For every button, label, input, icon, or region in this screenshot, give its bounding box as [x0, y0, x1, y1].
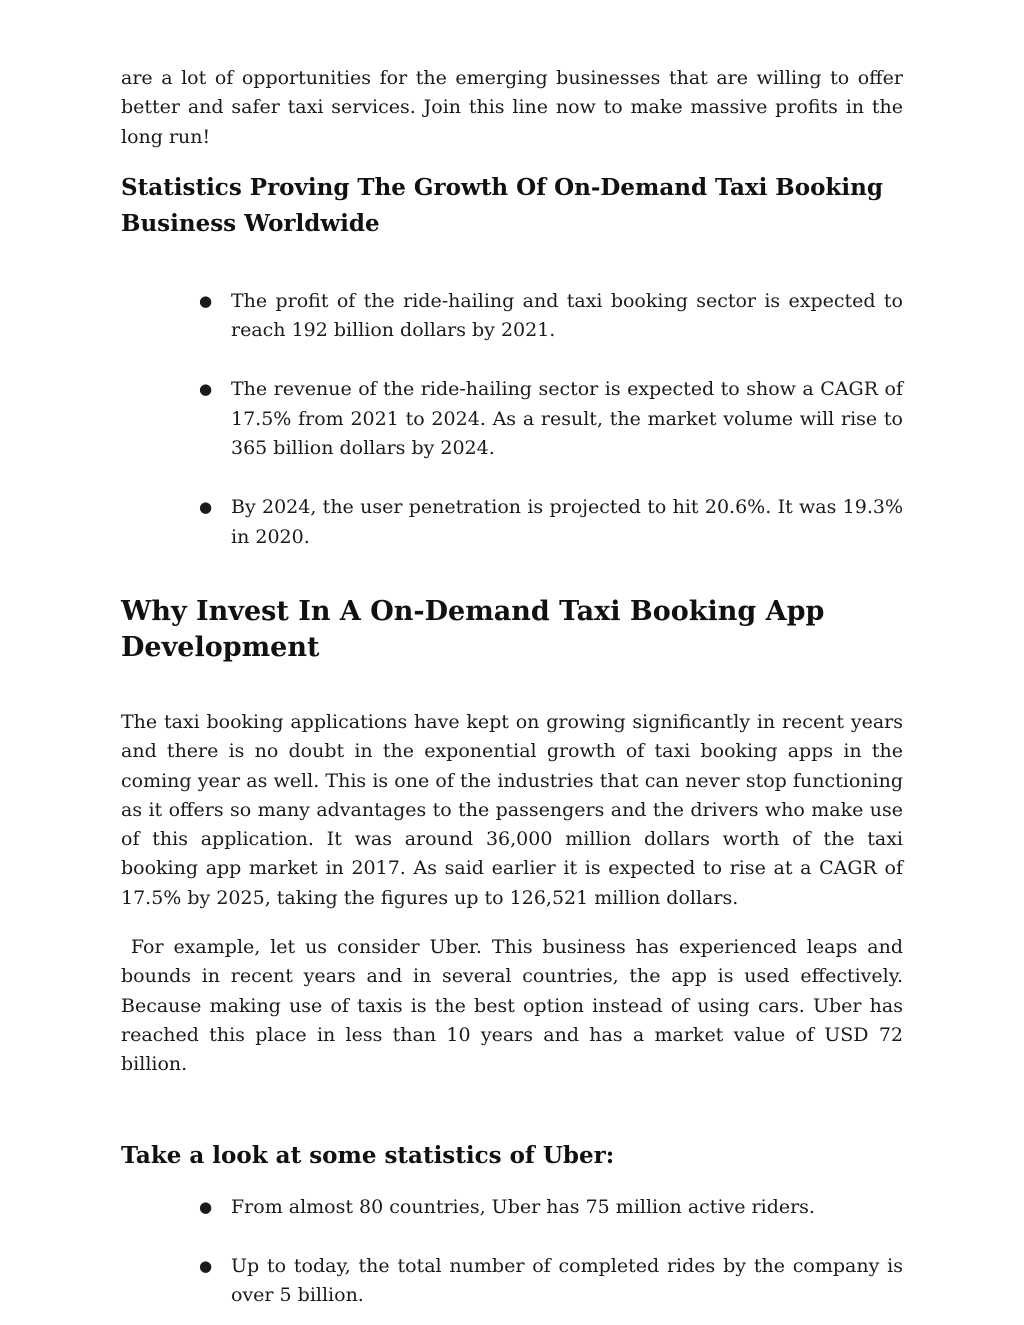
list-item-text: By 2024, the user penetration is projected to hit 20.6%. It was 19.3% in 2020.	[231, 496, 903, 548]
list-item	[199, 287, 903, 346]
stats-list	[121, 287, 903, 552]
document-page	[121, 64, 910, 1310]
list-item	[199, 493, 903, 552]
bullet-icon: ●	[199, 291, 213, 310]
why-invest-heading: Why Invest In A On-Demand Taxi Booking App Development	[121, 595, 825, 663]
bullet-icon: ●	[199, 1197, 213, 1216]
stats-heading: Statistics Proving The Growth Of On-Demand Taxi Booking Business Worldwide	[121, 173, 883, 237]
list-item-text: Up to today, the total number of completed rides by the company is over 5 billion.	[231, 1254, 903, 1307]
bullet-icon: ●	[199, 498, 213, 517]
bullet-icon: ●	[199, 380, 213, 399]
list-item-text: The profit of the ride-hailing and taxi booking sector is expected to reach 192 billion dollars by 2021.	[231, 289, 903, 342]
why-paragraph-2: For example, let us consider Uber. This business has experienced leaps and bounds in recent years and in several countries, the app is used effectively. Because making use of taxis is the best option instead of using cars. Uber has reached this place in less than 10 years and has a market value of USD 72 billion.	[121, 936, 910, 1076]
list-item-text: The revenue of the ride-hailing sector is expected to show a CAGR of 17.5% from 2021 to 2024. As a result, the market volume will rise to 365 billion dollars by 2024.	[231, 378, 903, 460]
uber-stats-list	[121, 1193, 903, 1311]
bullet-icon: ●	[199, 1256, 213, 1275]
list-item-text: From almost 80 countries, Uber has 75 million active riders.	[231, 1195, 815, 1218]
list-item	[199, 1252, 903, 1311]
list-item	[199, 1193, 903, 1222]
why-paragraph-1: The taxi booking applications have kept on growing significantly in recent years and there is no doubt in the exponential growth of taxi booking apps in the coming year as well. This is one of the industries that can never stop functioning as it offers so many advantages to the passengers and the drivers who make use of this application. It was around 36,000 million dollars worth of the taxi booking app market in 2017. As said earlier it is expected to rise at a CAGR of 17.5% by 2025, taking the figures up to 126,521 million dollars.	[121, 710, 903, 909]
intro-paragraph: are a lot of opportunities for the emerging businesses that are willing to offer better and safer taxi services. Join this line now to make massive profits in the long run!	[121, 67, 903, 148]
list-item	[199, 375, 903, 463]
uber-stats-heading: Take a look at some statistics of Uber:	[121, 1141, 615, 1169]
